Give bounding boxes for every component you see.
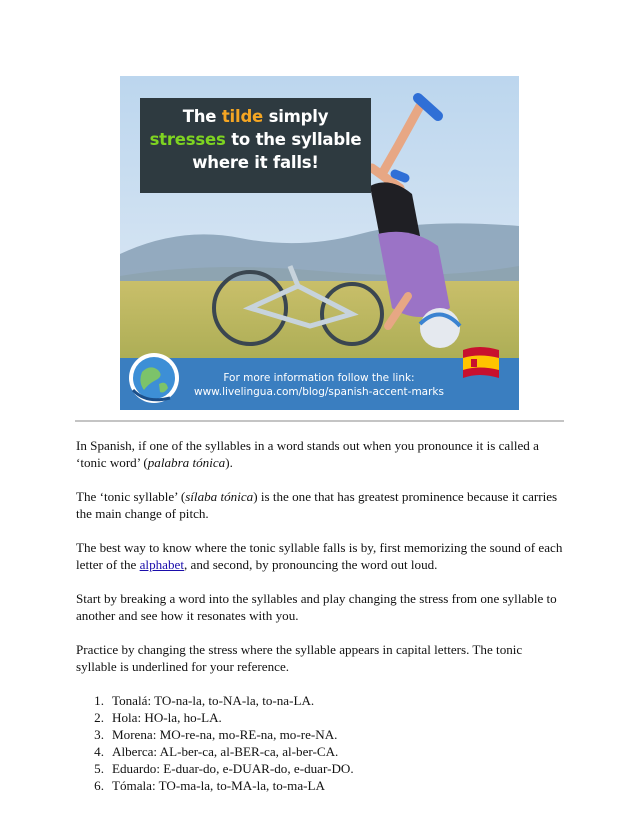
article-body bbox=[76, 437, 564, 794]
alphabet-link[interactable]: alphabet bbox=[139, 557, 184, 572]
poster-footer-text: For more information follow the link: www.livelingua.com/blog/spanish-accent-marks bbox=[194, 372, 444, 398]
list-item: 2. Hola: HO-la, ho-LA. bbox=[94, 710, 222, 725]
section-divider bbox=[75, 420, 564, 422]
paragraph-practice: Practice by changing the stress where the syllable appears in capital letters. The tonic syllable is underlined for your reference. bbox=[76, 642, 523, 674]
paragraph-best-way: The best way to know where the tonic syllable falls is by, first memorizing the sound of each letter of the alphabet, and second, by pronouncing the word out loud. bbox=[76, 540, 563, 572]
paragraph-start-by: Start by breaking a word into the syllables and play changing the stress from one syllable to another and see how it resonates with you. bbox=[76, 591, 557, 623]
list-item: 4. Alberca: AL-ber-ca, al-BER-ca, al-ber-CA. bbox=[94, 744, 339, 759]
list-item: 6. Tómala: TO-ma-la, to-MA-la, to-ma-LA bbox=[94, 778, 325, 793]
list-item: 3. Morena: MO-re-na, mo-RE-na, mo-re-NA. bbox=[94, 727, 338, 742]
list-item: 1. Tonalá: TO-na-la, to-NA-la, to-na-LA. bbox=[94, 693, 315, 708]
spain-flag-icon bbox=[459, 344, 503, 384]
poster-headline: The tilde simply stresses to the syllable where it falls! bbox=[140, 98, 371, 193]
examples-list bbox=[76, 692, 564, 794]
list-item: 5. Eduardo: E-duar-do, e-DUAR-do, e-duar-DO. bbox=[94, 761, 354, 776]
paragraph-tonic-syllable: The ‘tonic syllable’ (sílaba tónica) is the one that has greatest prominence because it carries the main change of pitch. bbox=[76, 489, 558, 521]
livelingua-globe-icon bbox=[126, 350, 182, 406]
paragraph-tonic-word: In Spanish, if one of the syllables in a word stands out when you pronounce it is called a ‘tonic word’ (palabra tónica). bbox=[76, 438, 539, 470]
article-hero-image bbox=[120, 76, 519, 410]
